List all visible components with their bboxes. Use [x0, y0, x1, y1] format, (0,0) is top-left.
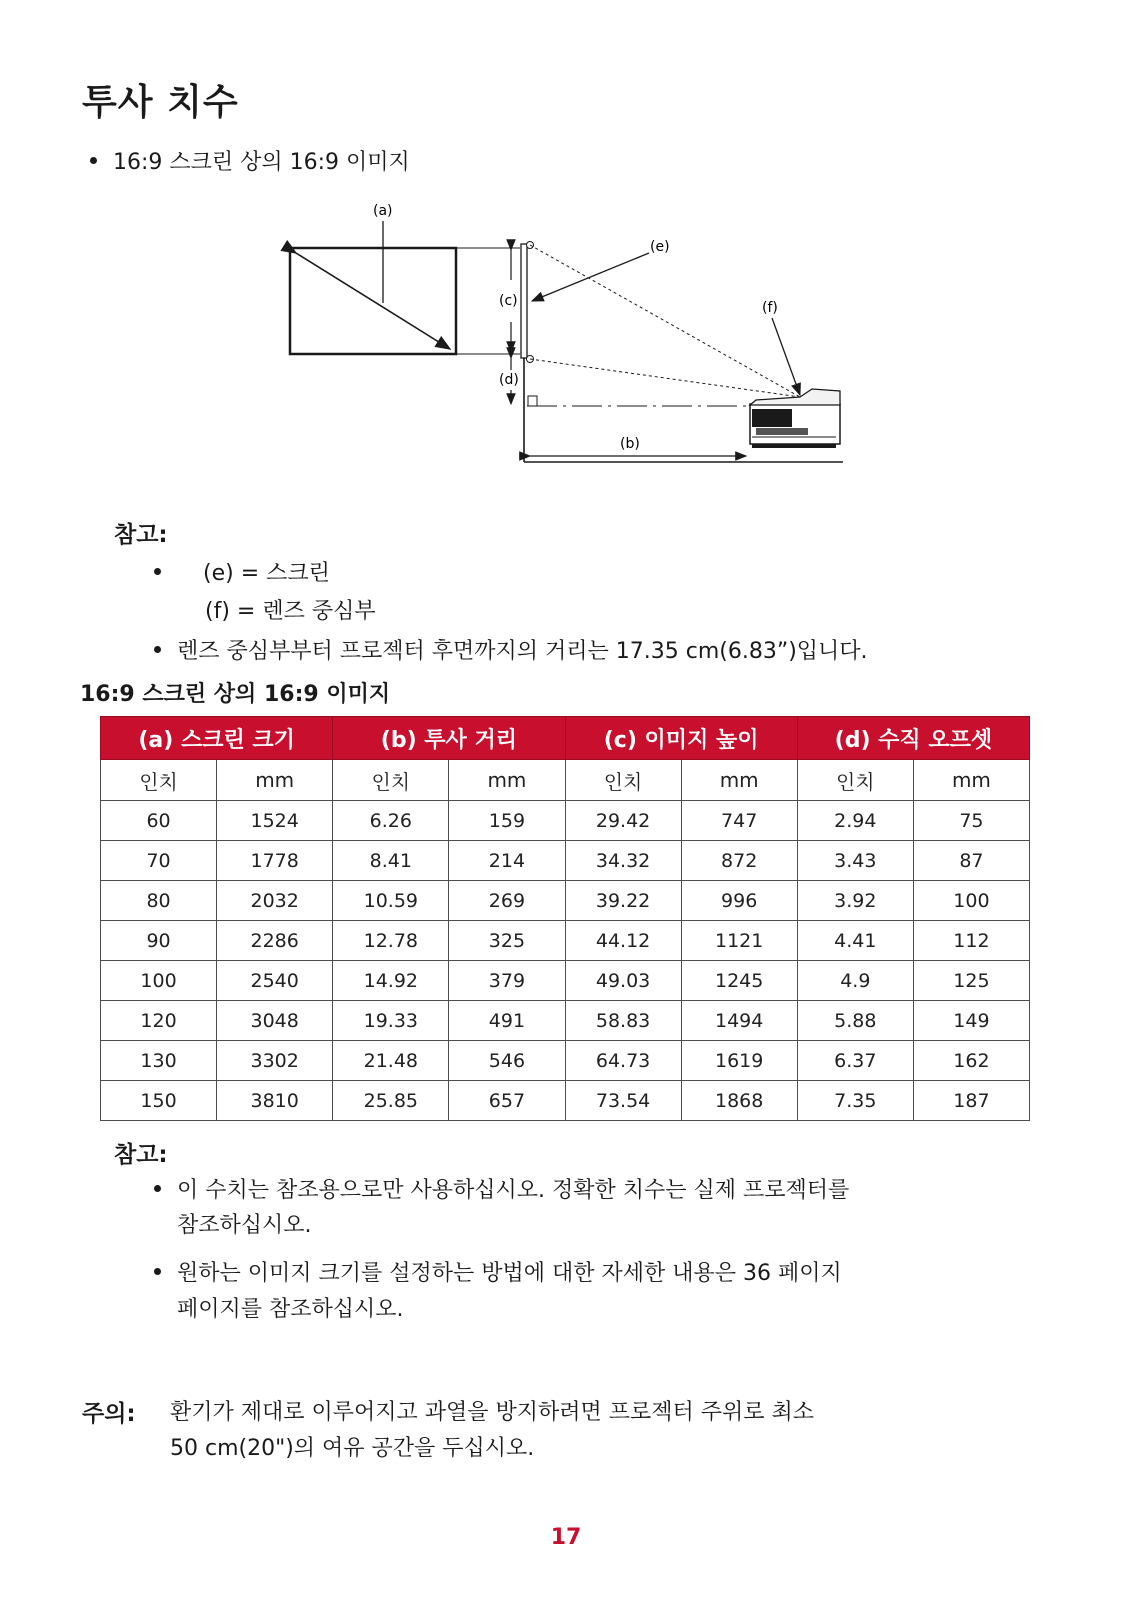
table-cell: 21.48 — [333, 1041, 449, 1081]
note1-item-1 — [154, 556, 330, 587]
table-cell: 4.9 — [797, 961, 913, 1001]
projection-ray-top — [530, 245, 800, 397]
screen — [521, 244, 527, 358]
table-cell: 3.92 — [797, 881, 913, 921]
note2-line-4: 페이지를 참조하십시오. — [177, 1297, 404, 1322]
table-cell: 491 — [449, 1001, 565, 1041]
table-row — [101, 801, 1030, 841]
projector-icon — [750, 389, 840, 448]
table-cell: 1524 — [217, 801, 333, 841]
table-cell: 75 — [913, 801, 1029, 841]
note2-item-1 — [154, 1173, 849, 1204]
table-cell: 150 — [101, 1081, 217, 1121]
note2-line-2: 참조하십시오. — [177, 1213, 312, 1238]
table-row — [101, 961, 1030, 1001]
table-cell: 5.88 — [797, 1001, 913, 1041]
header-screen-size: (a) 스크린 크기 — [101, 717, 333, 760]
intro-bullet-text: 16:9 스크린 상의 16:9 이미지 — [113, 150, 410, 175]
table-cell: 872 — [681, 841, 797, 881]
unit-cell: mm — [217, 760, 333, 801]
table-cell: 657 — [449, 1081, 565, 1121]
note2-item-1-cont — [177, 1208, 312, 1239]
table-cell: 6.37 — [797, 1041, 913, 1081]
label-e-pointer — [532, 253, 649, 301]
page-number: 17 — [550, 1525, 582, 1550]
table-cell: 70 — [101, 841, 217, 881]
table-cell: 546 — [449, 1041, 565, 1081]
table-cell: 58.83 — [565, 1001, 681, 1041]
bullet-icon — [154, 1185, 161, 1192]
table-cell: 996 — [681, 881, 797, 921]
note1-item-3 — [154, 634, 868, 665]
label-c: (c) — [499, 293, 518, 309]
table-cell: 2.94 — [797, 801, 913, 841]
table-cell: 747 — [681, 801, 797, 841]
table-cell: 60 — [101, 801, 217, 841]
table-cell: 7.35 — [797, 1081, 913, 1121]
table-cell: 1121 — [681, 921, 797, 961]
caution-label: 주의: — [82, 1401, 136, 1427]
note2-label: 참고: — [114, 1142, 168, 1168]
table-cell: 8.41 — [333, 841, 449, 881]
unit-cell: 인치 — [101, 760, 217, 801]
table-cell: 6.26 — [333, 801, 449, 841]
bullet-icon — [154, 1268, 161, 1275]
table-row — [101, 1041, 1030, 1081]
table-cell: 325 — [449, 921, 565, 961]
table-cell: 3302 — [217, 1041, 333, 1081]
table-cell: 19.33 — [333, 1001, 449, 1041]
table-unit-row — [101, 760, 1030, 801]
table-cell: 2286 — [217, 921, 333, 961]
table-row — [101, 881, 1030, 921]
table-title: 16:9 스크린 상의 16:9 이미지 — [80, 682, 391, 707]
table-cell: 87 — [913, 841, 1029, 881]
table-cell: 149 — [913, 1001, 1029, 1041]
label-b: (b) — [620, 436, 640, 452]
table-cell: 3.43 — [797, 841, 913, 881]
table-cell: 80 — [101, 881, 217, 921]
unit-cell: 인치 — [797, 760, 913, 801]
table-cell: 29.42 — [565, 801, 681, 841]
header-vertical-offset: (d) 수직 오프셋 — [797, 717, 1029, 760]
note2-line-1: 이 수치는 참조용으로만 사용하십시오. 정확한 치수는 실제 프로젝터를 — [177, 1178, 850, 1203]
header-image-height: (c) 이미지 높이 — [565, 717, 797, 760]
table-cell: 14.92 — [333, 961, 449, 1001]
label-f: (f) — [762, 300, 778, 316]
note2-line-3: 원하는 이미지 크기를 설정하는 방법에 대한 자세한 내용은 36 페이지 — [177, 1261, 842, 1286]
table-cell: 3810 — [217, 1081, 333, 1121]
label-e: (e) — [650, 239, 670, 255]
projection-ray-bottom — [530, 359, 800, 397]
right-angle-marker — [528, 396, 537, 406]
unit-cell: 인치 — [565, 760, 681, 801]
label-d: (d) — [499, 372, 519, 388]
table-cell: 1868 — [681, 1081, 797, 1121]
unit-cell: mm — [681, 760, 797, 801]
note1-item-2-text: (f) = 렌즈 중심부 — [205, 599, 376, 624]
table-cell: 1245 — [681, 961, 797, 1001]
table-row — [101, 1081, 1030, 1121]
caution-line-2: 50 cm(20")의 여유 공간을 두십시오. — [170, 1436, 535, 1461]
table-cell: 130 — [101, 1041, 217, 1081]
bullet-icon — [154, 646, 161, 653]
table-row — [101, 841, 1030, 881]
table-cell: 100 — [101, 961, 217, 1001]
table-cell: 4.41 — [797, 921, 913, 961]
table-cell: 12.78 — [333, 921, 449, 961]
note1-item-1-text: (e) = 스크린 — [203, 561, 330, 586]
note2-item-2-cont — [177, 1292, 404, 1323]
page-title: 투사 치수 — [82, 82, 239, 123]
note1-label: 참고: — [114, 522, 168, 548]
projection-diagram — [0, 0, 1132, 480]
note1-item-2 — [205, 594, 376, 625]
image-diagonal-arrow — [296, 253, 450, 349]
table-cell: 214 — [449, 841, 565, 881]
table-row — [101, 1001, 1030, 1041]
unit-cell: 인치 — [333, 760, 449, 801]
table-cell: 112 — [913, 921, 1029, 961]
projection-table — [100, 716, 1030, 1121]
header-projection-distance: (b) 투사 거리 — [333, 717, 565, 760]
table-cell: 64.73 — [565, 1041, 681, 1081]
table-cell: 269 — [449, 881, 565, 921]
note1-item-3-text: 렌즈 중심부부터 프로젝터 후면까지의 거리는 17.35 cm(6.83”)입니다. — [177, 639, 868, 664]
table-cell: 159 — [449, 801, 565, 841]
table-cell: 187 — [913, 1081, 1029, 1121]
table-cell: 1778 — [217, 841, 333, 881]
caution-line-1: 환기가 제대로 이루어지고 과열을 방지하려면 프로젝터 주위로 최소 — [170, 1400, 815, 1425]
table-cell: 34.32 — [565, 841, 681, 881]
table-row — [101, 921, 1030, 961]
table-cell: 2032 — [217, 881, 333, 921]
table-cell: 10.59 — [333, 881, 449, 921]
table-cell: 379 — [449, 961, 565, 1001]
table-cell: 125 — [913, 961, 1029, 1001]
unit-cell: mm — [913, 760, 1029, 801]
table-cell: 1619 — [681, 1041, 797, 1081]
unit-cell: mm — [449, 760, 565, 801]
table-cell: 90 — [101, 921, 217, 961]
table-cell: 39.22 — [565, 881, 681, 921]
table-cell: 73.54 — [565, 1081, 681, 1121]
table-cell: 44.12 — [565, 921, 681, 961]
table-header-row — [101, 717, 1030, 760]
table-cell: 1494 — [681, 1001, 797, 1041]
table-cell: 25.85 — [333, 1081, 449, 1121]
table-cell: 162 — [913, 1041, 1029, 1081]
note2-item-2 — [154, 1256, 842, 1287]
table-cell: 3048 — [217, 1001, 333, 1041]
label-a: (a) — [373, 203, 393, 219]
table-cell: 49.03 — [565, 961, 681, 1001]
table-cell: 120 — [101, 1001, 217, 1041]
table-cell: 2540 — [217, 961, 333, 1001]
table-cell: 100 — [913, 881, 1029, 921]
bullet-icon — [154, 568, 161, 575]
